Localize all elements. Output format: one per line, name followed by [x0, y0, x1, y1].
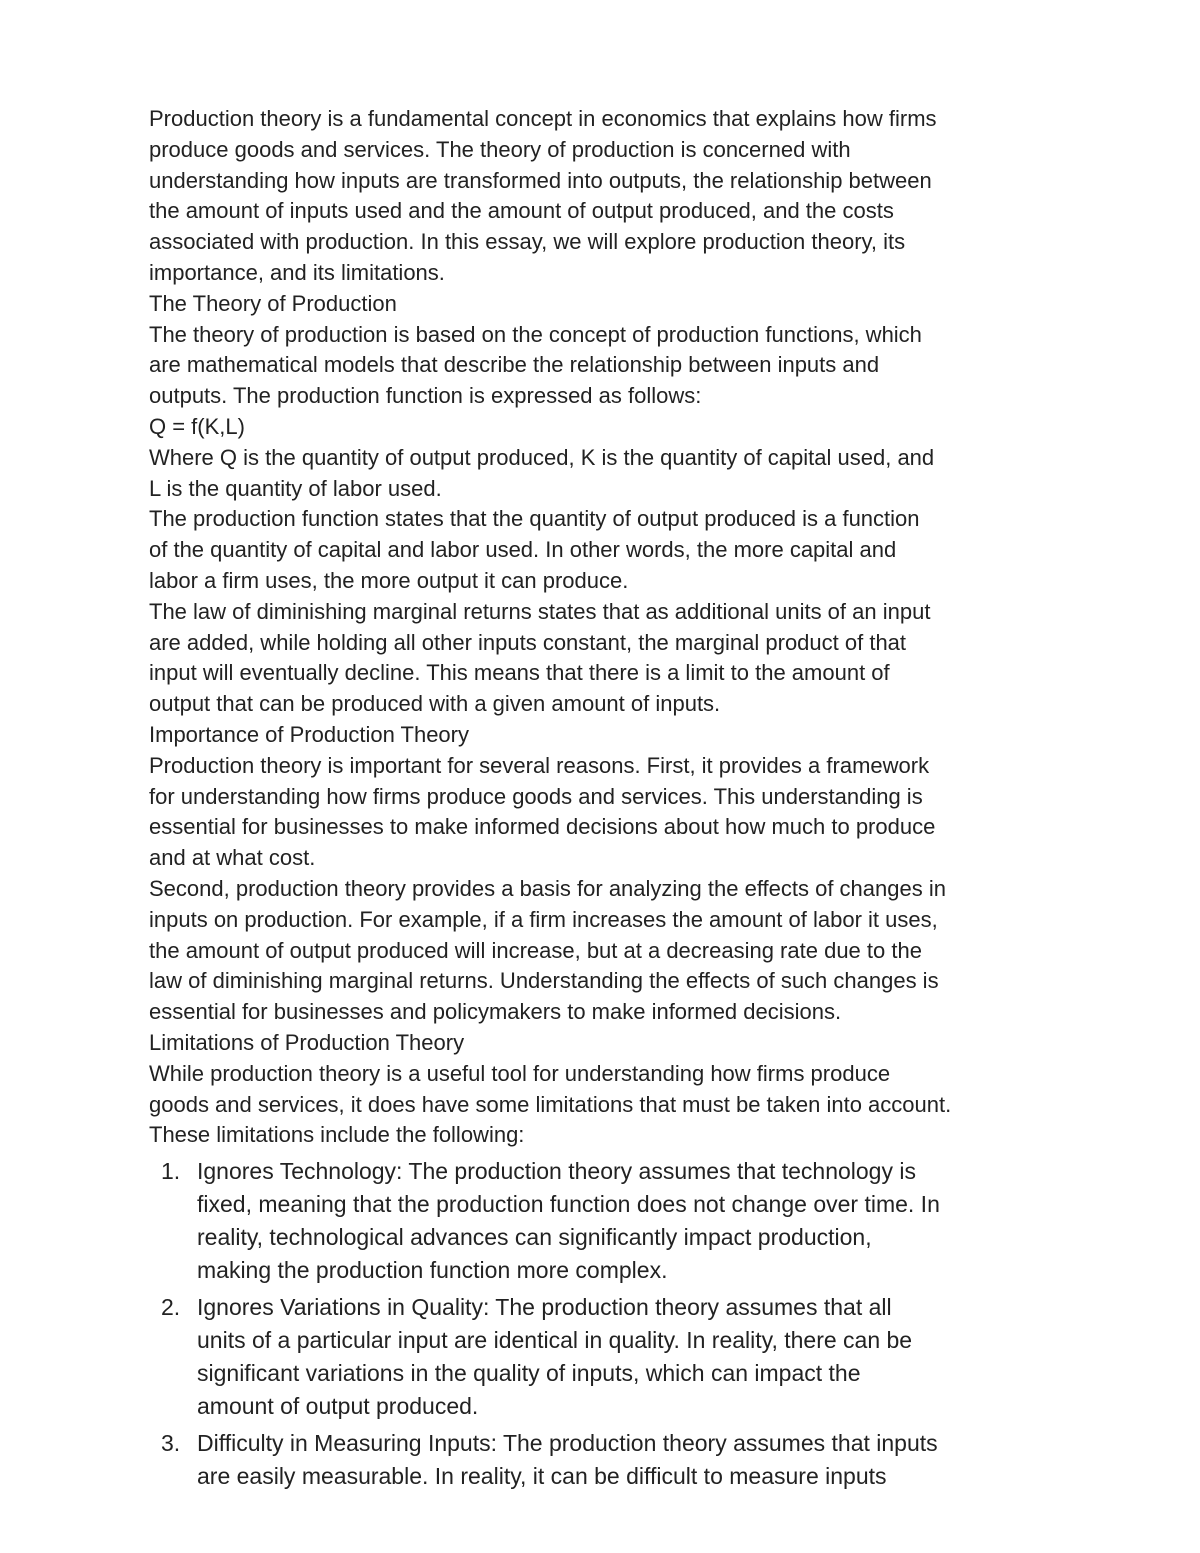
- text-line: and at what cost.: [149, 845, 316, 871]
- text-line: These limitations include the following:: [149, 1122, 525, 1148]
- text-line: Difficulty in Measuring Inputs: The production theory assumes that inputs: [197, 1430, 938, 1457]
- limitations-list: [149, 1155, 1069, 1493]
- text-line: importance, and its limitations.: [149, 259, 445, 285]
- importance-section: [149, 751, 1069, 1028]
- text-line: of the quantity of capital and labor used. In other words, the more capital and: [149, 537, 897, 563]
- text-line: The law of diminishing marginal returns states that as additional units of an input: [149, 598, 931, 624]
- text-line: outputs. The production function is expressed as follows:: [149, 383, 702, 409]
- text-line: inputs on production. For example, if a firm increases the amount of labor it uses,: [149, 906, 938, 932]
- text-line: Production theory is important for several reasons. First, it provides a framework: [149, 752, 930, 778]
- text-line: Ignores Technology: The production theory assumes that technology is: [197, 1158, 916, 1185]
- limitations-section: [149, 1059, 1069, 1151]
- text-line: essential for businesses and policymakers to make informed decisions.: [149, 999, 842, 1025]
- text-line: fixed, meaning that the production function does not change over time. In: [197, 1191, 940, 1218]
- list-item-number: 3.: [161, 1430, 181, 1457]
- text-line: input will eventually decline. This means that there is a limit to the amount of: [149, 660, 890, 686]
- text-line: for understanding how firms produce goods and services. This understanding is: [149, 783, 923, 809]
- text-line: The theory of production is based on the concept of production functions, which: [149, 321, 922, 347]
- text-line: are added, while holding all other inputs constant, the marginal product of that: [149, 629, 907, 655]
- list-item: [149, 1427, 1069, 1493]
- text-line: Production theory is a fundamental concept in economics that explains how firms: [149, 106, 937, 131]
- text-line: produce goods and services. The theory of production is concerned with: [149, 136, 851, 162]
- list-item-number: 2.: [161, 1294, 181, 1321]
- text-line: units of a particular input are identical in quality. In reality, there can be: [197, 1327, 913, 1354]
- list-item: [149, 1291, 1069, 1423]
- text-line: Ignores Variations in Quality: The production theory assumes that all: [197, 1294, 892, 1321]
- text-line: amount of output produced.: [197, 1393, 479, 1420]
- formula-line: Q = f(K,L): [149, 413, 245, 439]
- section-heading-theory: The Theory of Production: [149, 290, 397, 316]
- document-page: [149, 104, 1069, 1493]
- text-line: goods and services, it does have some limitations that must be taken into account.: [149, 1091, 952, 1117]
- text-line: understanding how inputs are transformed into outputs, the relationship between: [149, 167, 932, 193]
- text-line: significant variations in the quality of inputs, which can impact the: [197, 1360, 861, 1387]
- text-line: are mathematical models that describe the relationship between inputs and: [149, 352, 880, 378]
- text-line: the amount of output produced will increase, but at a decreasing rate due to the: [149, 937, 922, 963]
- intro-paragraph: [149, 104, 1069, 289]
- text-line: L is the quantity of labor used.: [149, 475, 442, 501]
- text-line: While production theory is a useful tool for understanding how firms produce: [149, 1060, 891, 1086]
- text-line: essential for businesses to make informed decisions about how much to produce: [149, 814, 936, 840]
- text-line: reality, technological advances can significantly impact production,: [197, 1224, 872, 1251]
- text-line: labor a firm uses, the more output it can produce.: [149, 567, 629, 593]
- text-line: the amount of inputs used and the amount of output produced, and the costs: [149, 198, 894, 224]
- theory-section: [149, 320, 1069, 720]
- list-item-number: 1.: [161, 1158, 181, 1185]
- text-line: Where Q is the quantity of output produced, K is the quantity of capital used, and: [149, 444, 935, 470]
- text-line: The production function states that the quantity of output produced is a function: [149, 506, 920, 532]
- text-line: associated with production. In this essay, we will explore production theory, its: [149, 229, 906, 255]
- text-line: law of diminishing marginal returns. Understanding the effects of such changes is: [149, 968, 939, 994]
- text-line: Second, production theory provides a basis for analyzing the effects of changes in: [149, 875, 946, 901]
- list-item: [149, 1155, 1069, 1287]
- text-line: are easily measurable. In reality, it can be difficult to measure inputs: [197, 1463, 887, 1490]
- text-line: making the production function more complex.: [197, 1257, 668, 1284]
- section-heading-importance: Importance of Production Theory: [149, 721, 469, 747]
- text-line: output that can be produced with a given amount of inputs.: [149, 691, 721, 717]
- section-heading-limitations: Limitations of Production Theory: [149, 1029, 465, 1055]
